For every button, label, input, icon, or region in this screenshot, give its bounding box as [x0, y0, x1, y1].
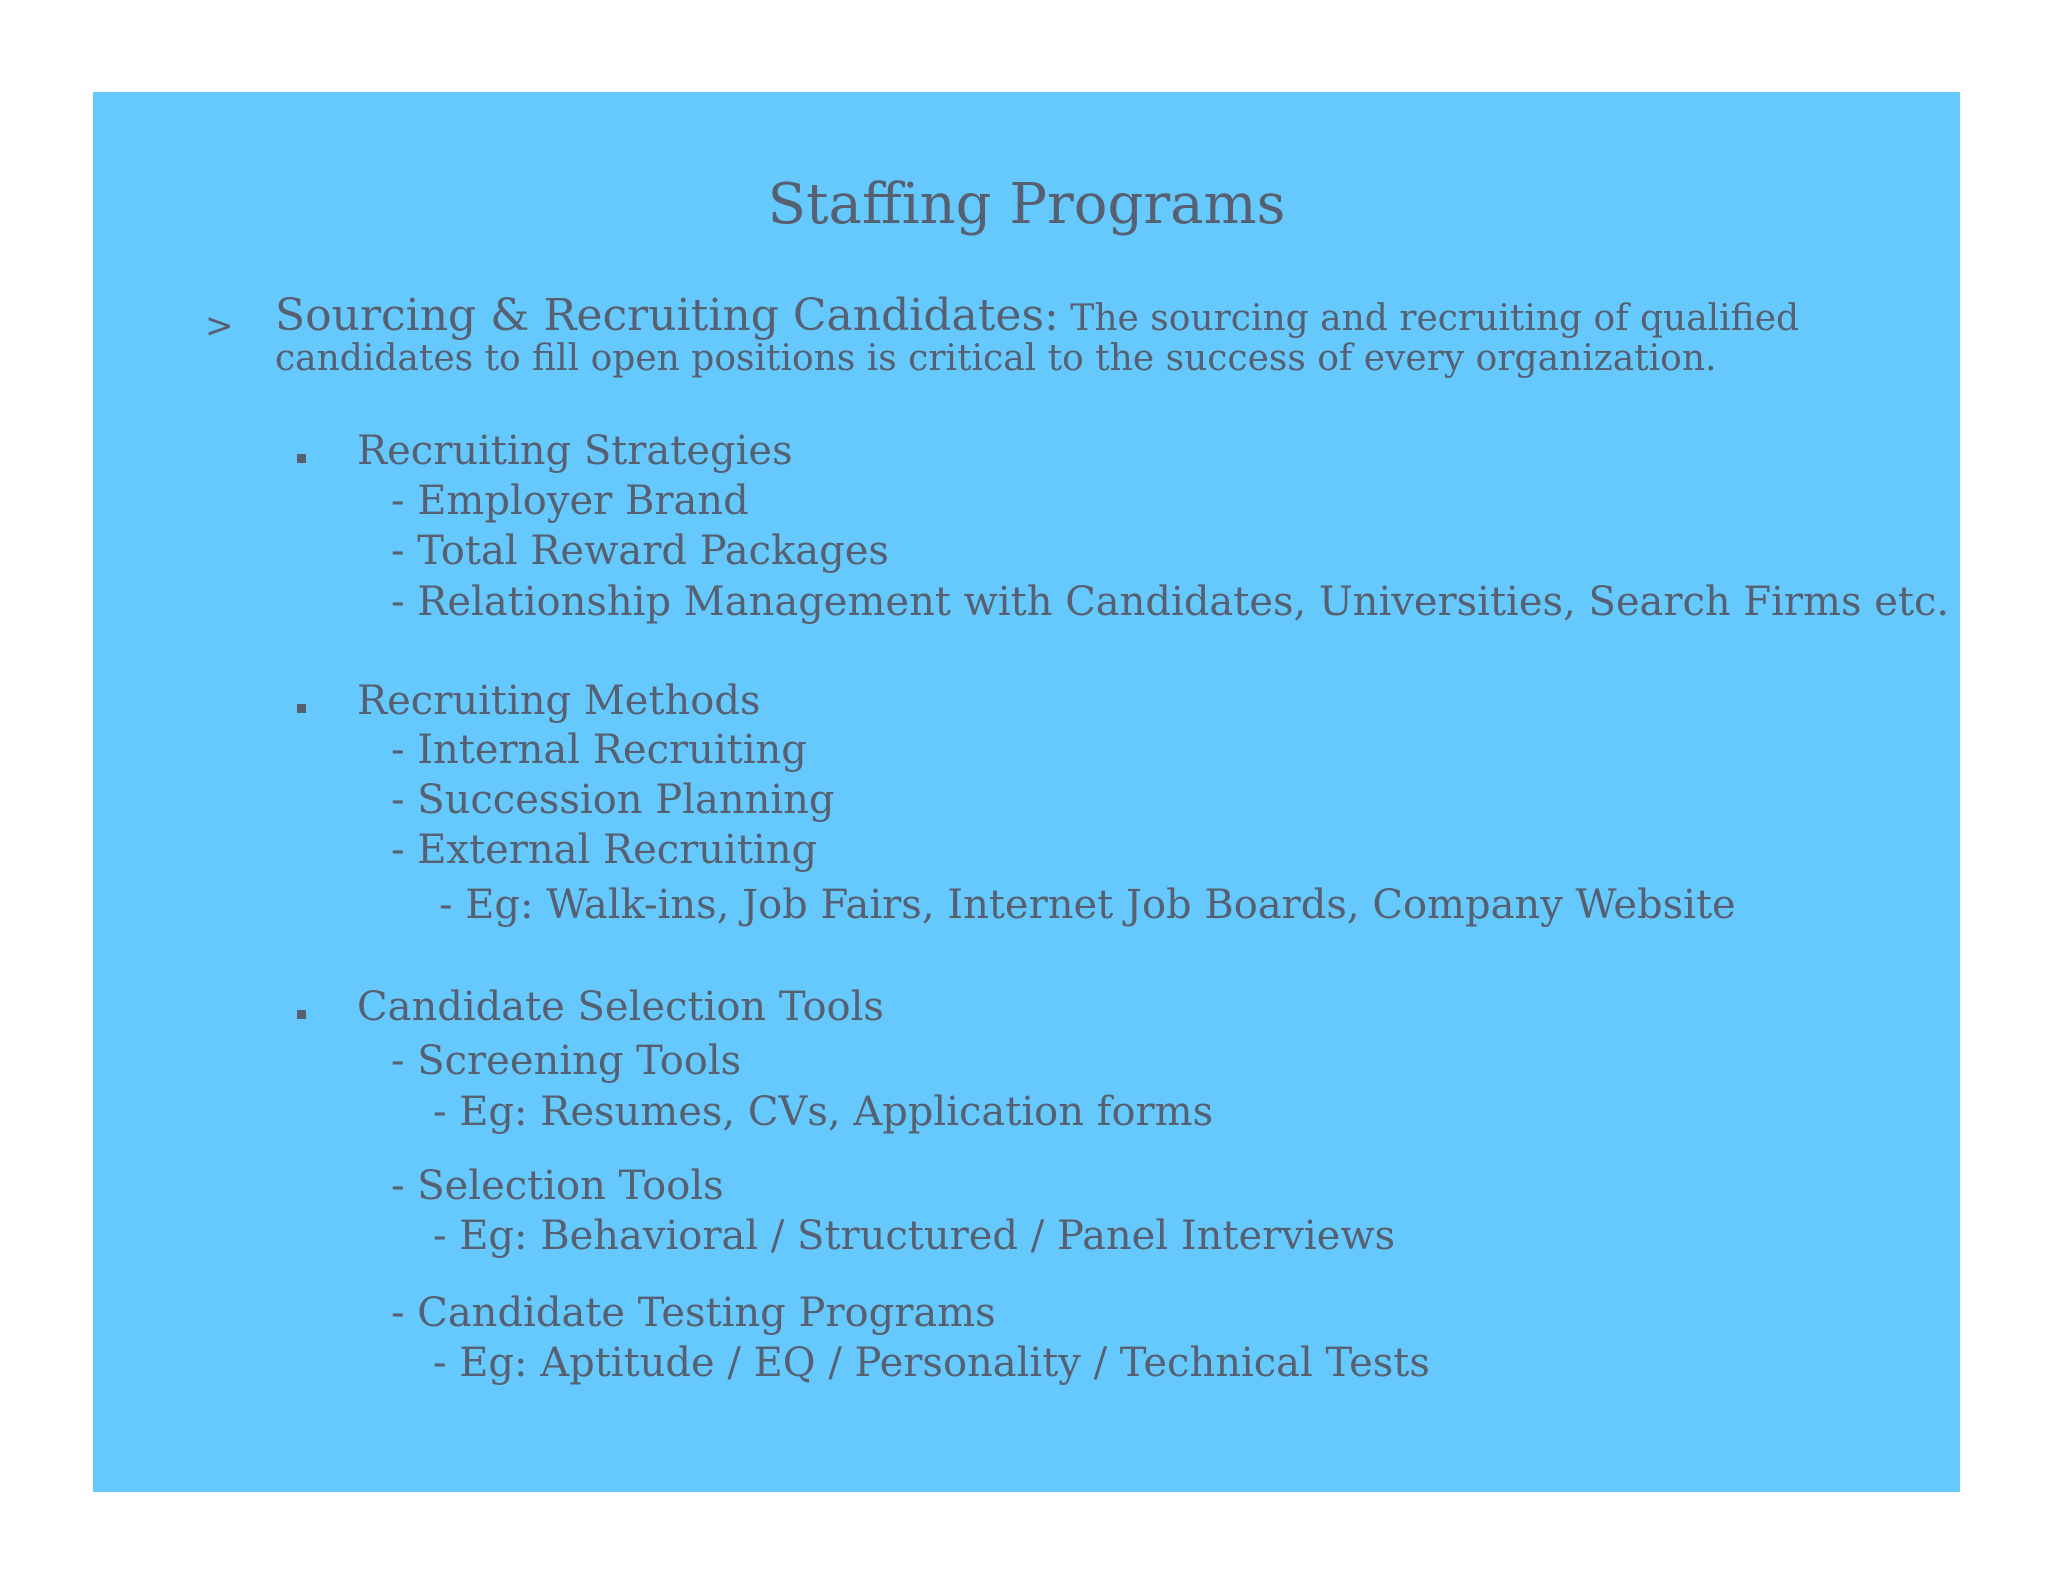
list-item: - Succession Planning [391, 777, 835, 823]
example-line: - Eg: Behavioral / Structured / Panel Interviews [433, 1213, 1396, 1259]
section-heading: Recruiting Strategies [357, 428, 793, 474]
list-item: - External Recruiting [391, 827, 818, 873]
list-item: - Employer Brand [391, 478, 749, 524]
section-heading: Candidate Selection Tools [357, 984, 884, 1030]
list-item: - Selection Tools [391, 1163, 724, 1209]
square-bullet-icon [297, 1010, 306, 1019]
intro-text-line1: The sourcing and recruiting of qualified [1058, 298, 1800, 339]
list-item: - Screening Tools [391, 1038, 742, 1084]
intro-lead: Sourcing & Recruiting Candidates: [275, 290, 1059, 341]
list-item: - Relationship Management with Candidates, Universities, Search Firms etc. [391, 579, 1950, 625]
square-bullet-icon [297, 454, 306, 463]
list-item: - Candidate Testing Programs [391, 1290, 996, 1336]
section-heading: Recruiting Methods [357, 678, 761, 724]
example-line: - Eg: Aptitude / EQ / Personality / Technical Tests [433, 1340, 1430, 1386]
square-bullet-icon [297, 704, 306, 713]
example-line: - Eg: Walk-ins, Job Fairs, Internet Job Boards, Company Website [439, 882, 1736, 928]
example-line: - Eg: Resumes, CVs, Application forms [433, 1089, 1214, 1135]
intro-paragraph [275, 290, 1875, 379]
list-item: - Internal Recruiting [391, 727, 807, 773]
slide-title: Staffing Programs [767, 172, 1286, 237]
list-item: - Total Reward Packages [391, 528, 889, 574]
intro-text-line2: candidates to fill open positions is critical to the success of every organization. [275, 338, 1717, 379]
arrow-bullet-icon: > [205, 306, 234, 346]
slide [93, 92, 1960, 1492]
